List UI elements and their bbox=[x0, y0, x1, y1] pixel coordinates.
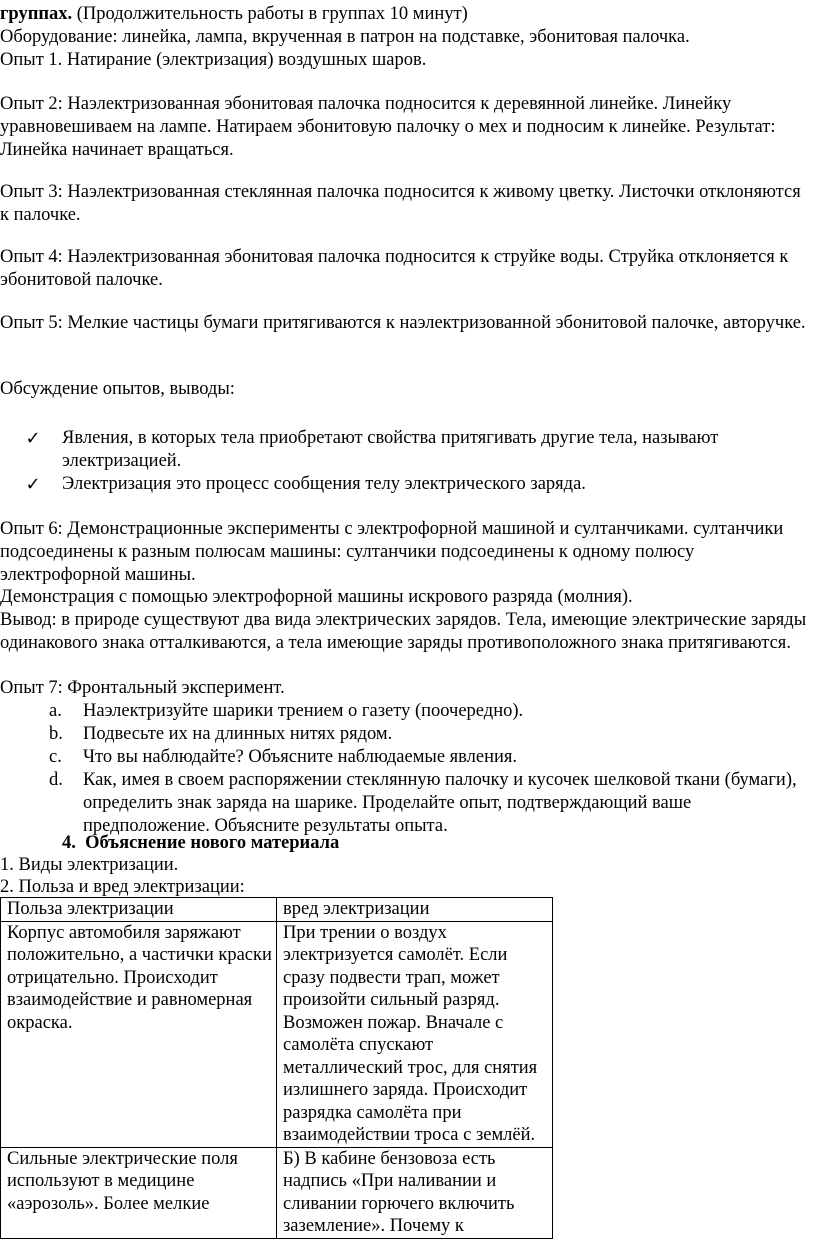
experiment-7-steps bbox=[0, 700, 816, 838]
group-work-duration: (Продолжительность работы в группах 10 минут) bbox=[72, 4, 468, 24]
topic-item-2: 2. Польза и вред электризации: bbox=[0, 877, 245, 897]
group-work-label: группах. bbox=[0, 4, 73, 24]
conclusion-text: Электризация это процесс сообщения телу электрического заряда. bbox=[62, 474, 586, 494]
topic-item-1: 1. Виды электризации. bbox=[0, 855, 179, 875]
table-cell: При трении о воздух электризуется самолёт. Если сразу подвести трап, может произойти сильный разряд. Возможен пожар. Вначале с самолёта спускают металлический трос, для снятия излишнего заряда. Происходит разрядка самолёта при взаимодействии троса с землёй. bbox=[277, 921, 553, 1147]
experiment-7-title: Опыт 7: Фронтальный эксперимент. bbox=[0, 678, 285, 698]
experiment-1: Опыт 1. Натирание (электризация) воздушных шаров. bbox=[0, 50, 427, 70]
experiment-5: Опыт 5: Мелкие частицы бумаги притягиваются к наэлектризованной эбонитовой палочке, авторучке. bbox=[0, 313, 806, 333]
header-benefits: Польза электризации bbox=[1, 898, 277, 922]
experiment-6-conclusion: Вывод: в природе существуют два вида электрических зарядов. Тела, имеющие электрические заряды одинакового знака отталкиваются, а тела имеющие заряды противоположного знака притягиваются. bbox=[0, 610, 807, 653]
equipment-line: Оборудование: линейка, лампа, вкрученная в патрон на подставке, эбонитовая палочка. bbox=[0, 27, 690, 47]
table-cell: Корпус автомобиля заряжают положительно, а частички краски отрицательно. Происходит взаимодействие и равномерная окраска. bbox=[1, 921, 277, 1147]
section-title: Объяснение нового материала bbox=[85, 833, 340, 853]
step-marker: a. bbox=[49, 701, 62, 721]
table-header-row bbox=[1, 898, 553, 922]
step-item bbox=[0, 723, 816, 746]
step-text: Что вы наблюдайте? Объясните наблюдаемые явления. bbox=[83, 747, 518, 767]
group-work-line bbox=[0, 3, 814, 26]
checkmark-icon: ✓ bbox=[25, 428, 41, 449]
section-heading bbox=[62, 832, 762, 855]
table-row bbox=[1, 1147, 553, 1238]
step-item bbox=[0, 746, 816, 769]
discussion-title: Обсуждение опытов, выводы: bbox=[0, 379, 235, 399]
experiment-6-demo: Демонстрация с помощью электрофорной машины искрового разряда (молния). bbox=[0, 587, 633, 607]
conclusions-list bbox=[0, 427, 816, 496]
experiment-2: Опыт 2: Наэлектризованная эбонитовая палочка подносится к деревянной линейке. Линейку уравновешиваем на лампе. Натираем эбонитовую палочку о мех и подносим к линейке. Результат: Линейка начинает вращаться. bbox=[0, 94, 776, 160]
conclusion-item bbox=[0, 473, 816, 496]
table-cell: Сильные электрические поля используют в медицине «аэрозоль». Более мелкие bbox=[1, 1147, 277, 1238]
experiment-4: Опыт 4: Наэлектризованная эбонитовая палочка подносится к струйке воды. Струйка отклоняется к эбонитовой палочке. bbox=[0, 247, 789, 290]
conclusion-item bbox=[0, 427, 816, 473]
checkmark-icon: ✓ bbox=[25, 474, 41, 495]
conclusion-text: Явления, в которых тела приобретают свойства притягивать другие тела, называют электризацией. bbox=[62, 428, 719, 471]
experiment-3: Опыт 3: Наэлектризованная стеклянная палочка подносится к живому цветку. Листочки отклоняются к палочке. bbox=[0, 182, 801, 225]
experiment-6: Опыт 6: Демонстрационные эксперименты с электрофорной машиной и султанчиками. султанчики подсоединены к разным полюсам машины: султанчики подсоединены к одному полюсу электрофорной машины. bbox=[0, 519, 784, 585]
step-marker: c. bbox=[49, 747, 62, 767]
section-number: 4. bbox=[62, 833, 76, 853]
step-marker: b. bbox=[49, 724, 63, 744]
step-item bbox=[0, 769, 816, 838]
table-row bbox=[1, 921, 553, 1147]
step-text: Наэлектризуйте шарики трением о газету (поочередно). bbox=[83, 701, 524, 721]
table-cell: Б) В кабине бензовоза есть надпись «При наливании и сливании горючего включить заземление». Почему к bbox=[277, 1147, 553, 1238]
step-item bbox=[0, 700, 816, 723]
step-marker: d. bbox=[49, 770, 63, 790]
step-text: Подвесьте их на длинных нитях рядом. bbox=[83, 724, 393, 744]
step-text: Как, имея в своем распоряжении стеклянную палочку и кусочек шелковой ткани (бумаги), определить знак заряда на шарике. Проделайте опыт, подтверждающий ваше предположение. Объясните результаты опыта. bbox=[83, 770, 797, 836]
benefits-harm-table bbox=[0, 897, 553, 1239]
header-harm: вред электризации bbox=[277, 898, 553, 922]
